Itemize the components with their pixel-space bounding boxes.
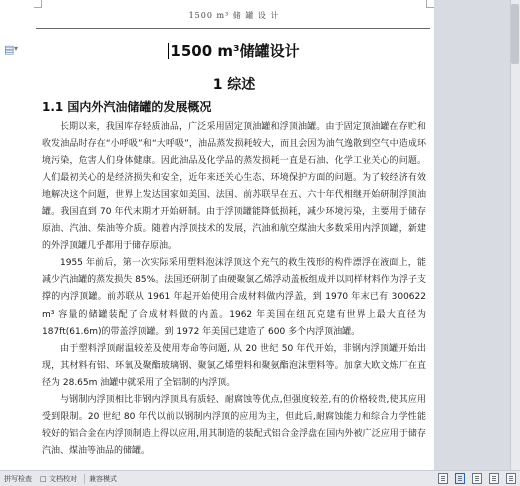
web-view-icon[interactable] bbox=[489, 473, 499, 484]
paragraph: 由于塑料浮顶耐温较差及使用寿命等问题, 从 20 世纪 50 年代开始，非钢内浮顶罐开始出现，其材料有铝、环氧及聚酯玻璃钢、聚氯乙烯塑料和聚氨酯泡沫塑料等。加拿大欧文炼厂在直径为 28.65m 油罐中就采用了全铝制的内浮顶。 bbox=[42, 343, 426, 388]
full-screen-view-icon[interactable] bbox=[438, 473, 448, 484]
document-title bbox=[34, 40, 434, 61]
chapter-heading: 1 综述 bbox=[212, 77, 256, 93]
view-mode-switcher bbox=[438, 473, 516, 485]
page-corner-mark bbox=[426, 0, 434, 8]
section-heading: 1.1 国内外汽油储罐的发展概况 bbox=[42, 100, 212, 114]
header-rule bbox=[36, 28, 430, 29]
document-page[interactable] bbox=[34, 0, 434, 470]
vertical-scrollbar[interactable] bbox=[510, 0, 520, 470]
scroll-thumb[interactable] bbox=[511, 4, 519, 64]
document-title-text: 1500 m³储罐设计 bbox=[170, 42, 300, 60]
chevron-down-icon[interactable]: ▾ bbox=[14, 44, 19, 53]
outline-view-icon[interactable] bbox=[472, 473, 482, 484]
workspace-background bbox=[434, 0, 520, 470]
document-map-icon[interactable]: ▤ bbox=[4, 43, 15, 56]
paragraph: 1955 年前后，第一次实际采用塑料泡沫浮顶这个充气的救生筏形的构件漂浮在液面上，能减少汽油罐的蒸发损失 85%。法国还研制了由硬聚氯乙烯浮动盖板组成并以同样材料作为浮子支撑的内浮顶罐。前苏联从 1961 年起开始使用合成材料做内浮盖，到 1970 年末已有 300622 m³ 容量的储罐装配了合成材料做的内盖。1962 年美国在纽瓦克建有世界上最大直径为 187ft(61.6m)的带盖浮顶罐。到 1972 年美国已建造了 600 多个内浮顶油罐。 bbox=[42, 258, 426, 337]
compat-mode-status: 兼容模式 bbox=[89, 475, 117, 483]
reading-view-icon[interactable] bbox=[506, 473, 516, 484]
paragraph: 与钢制内浮顶相比非钢内浮顶具有质轻、耐腐蚀等优点,但强度较差,有的价格较贵,使其应用受到限制。20 世纪 80 年代以前以钢制内浮顶的应用为主，但此后,耐腐蚀能力和综合力学性能较好的铝合金在内浮顶制造上得以应用,用其制造的装配式铝合金浮盘在国内外被广泛应用于储存汽油、煤油等油品的储罐。 bbox=[42, 394, 426, 456]
status-bar bbox=[0, 470, 520, 486]
page-corner-mark bbox=[34, 0, 42, 8]
page-view-icon[interactable] bbox=[455, 473, 465, 484]
left-gutter bbox=[0, 0, 34, 470]
body-text bbox=[42, 119, 426, 460]
page-header: 1500 m³ 储 罐 设 计 bbox=[188, 11, 280, 20]
status-separator bbox=[84, 474, 85, 484]
paragraph: 长期以来，我国库存轻质油品，广泛采用固定顶油罐和浮顶油罐。由于固定顶油罐在存贮和收发油品时存在“小呼吸”和“大呼吸”，油品蒸发损耗较大，而且会因为油气逸散到空气中造成环境污染，危害人们身体健康。因此油品及化学品的蒸发损耗一直是石油、化学工业关心的问题。人们最初关心的是经济损失和安全，近年来还关心生态、环境保护方面的问题。为了较经济有效地解决这个问题，世界上发达国家如美国、法国、前苏联早在五、六十年代相继开始研制浮顶油罐。我国直到 70 年代末期才开始研制。由于浮顶罐能降低损耗，减少环境污染，主要用于储存原油、汽油、柴油等介质。随着内浮顶技术的发展，汽油和航空煤油大多数采用内浮顶罐，新建的外浮顶罐几乎都用于储存原油。 bbox=[42, 122, 426, 252]
spell-check-status[interactable]: 拼写检查 bbox=[4, 475, 32, 483]
doc-proof-status[interactable]: 文档校对 bbox=[49, 475, 77, 483]
spell-check-toggle[interactable]: □ bbox=[40, 475, 47, 483]
